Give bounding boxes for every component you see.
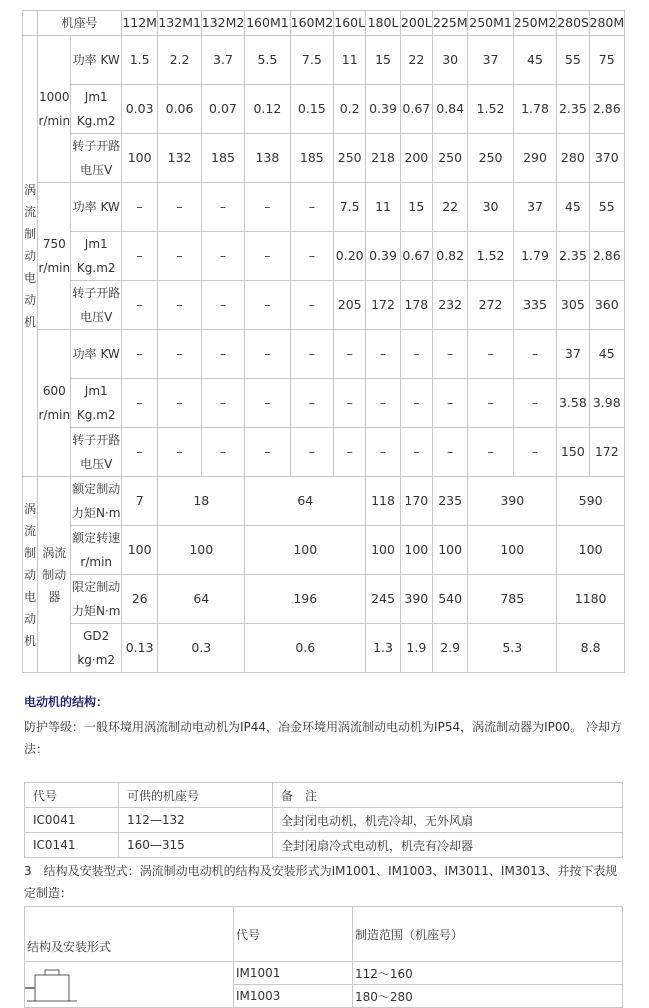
value-cell: 185 bbox=[201, 134, 244, 183]
value-cell: 540 bbox=[433, 575, 468, 624]
value-cell: 100 bbox=[400, 526, 432, 575]
value-cell: – bbox=[121, 183, 157, 232]
value-cell: – bbox=[513, 379, 556, 428]
value-cell: 37 bbox=[468, 36, 513, 85]
value-cell: 15 bbox=[400, 183, 432, 232]
param-label: 转子开路电压V bbox=[71, 428, 122, 477]
value-cell: 18 bbox=[158, 477, 245, 526]
protection-text: 防护等级：一般环境用涡流制动电动机为IP44，冶金环境用涡流制动电动机为IP54，涡流制动器为IP00。 冷却方法： bbox=[24, 720, 622, 756]
value-cell: 785 bbox=[468, 575, 557, 624]
frame-header: 200L bbox=[400, 11, 432, 36]
value-cell: – bbox=[334, 330, 366, 379]
value-cell: 360 bbox=[589, 281, 624, 330]
speed-label: 750 r/min bbox=[38, 183, 71, 330]
value-cell: 0.3 bbox=[158, 624, 245, 673]
value-cell: 8.8 bbox=[557, 624, 625, 673]
table-row bbox=[25, 833, 623, 858]
value-cell: – bbox=[400, 379, 432, 428]
frame-header: 132M1 bbox=[158, 11, 201, 36]
value-cell: 390 bbox=[468, 477, 557, 526]
value-cell: – bbox=[201, 330, 244, 379]
value-cell: 196 bbox=[245, 575, 366, 624]
param-label: Jm1 Kg.m2 bbox=[71, 232, 122, 281]
value-cell: – bbox=[334, 428, 366, 477]
frame-header: 160L bbox=[334, 11, 366, 36]
value-cell: – bbox=[121, 281, 157, 330]
motor-group-label: 涡流制动电动机 bbox=[23, 36, 38, 477]
value-cell: 280 bbox=[557, 134, 589, 183]
param-label: 限定制动力矩N·m bbox=[71, 575, 122, 624]
brake-inner-label: 涡流制动器 bbox=[38, 477, 71, 673]
value-cell: – bbox=[201, 232, 244, 281]
value-cell: – bbox=[158, 379, 201, 428]
value-cell: 64 bbox=[158, 575, 245, 624]
cooling-table bbox=[24, 782, 623, 858]
value-cell: – bbox=[334, 379, 366, 428]
value-cell: 150 bbox=[557, 428, 589, 477]
table-row bbox=[23, 526, 625, 575]
mounting-sketch-cell bbox=[25, 962, 234, 1008]
value-cell: 138 bbox=[245, 134, 290, 183]
mounting-cell: 112～160 bbox=[353, 962, 623, 985]
table-row bbox=[23, 232, 625, 281]
param-label: GD2 kg·m2 bbox=[71, 624, 122, 673]
value-cell: 232 bbox=[433, 281, 468, 330]
value-cell: 5.5 bbox=[245, 36, 290, 85]
cooling-header-frames: 可供的机座号 bbox=[119, 783, 273, 808]
value-cell: 590 bbox=[557, 477, 625, 526]
value-cell: 335 bbox=[513, 281, 556, 330]
value-cell: – bbox=[366, 330, 400, 379]
value-cell: 290 bbox=[513, 134, 556, 183]
value-cell: 1.52 bbox=[468, 85, 513, 134]
value-cell: 100 bbox=[433, 526, 468, 575]
value-cell: 0.67 bbox=[400, 85, 432, 134]
value-cell: 37 bbox=[513, 183, 556, 232]
value-cell: 0.13 bbox=[121, 624, 157, 673]
frame-header: 225M bbox=[433, 11, 468, 36]
value-cell: – bbox=[201, 281, 244, 330]
table-row bbox=[23, 428, 625, 477]
frame-header: 280M bbox=[589, 11, 624, 36]
value-cell: 0.39 bbox=[366, 232, 400, 281]
value-cell: 1.3 bbox=[366, 624, 400, 673]
speed-label: 600 r/min bbox=[38, 330, 71, 477]
table-row bbox=[23, 36, 625, 85]
value-cell: – bbox=[366, 379, 400, 428]
param-label: 功率 KW bbox=[71, 183, 122, 232]
param-label: Jm1 Kg.m2 bbox=[71, 379, 122, 428]
value-cell: 11 bbox=[366, 183, 400, 232]
frame-header-label: 机座号 bbox=[38, 11, 122, 36]
value-cell: 272 bbox=[468, 281, 513, 330]
cooling-cell: 160—315 bbox=[119, 833, 273, 858]
value-cell: 1.78 bbox=[513, 85, 556, 134]
value-cell: – bbox=[245, 428, 290, 477]
table-row bbox=[23, 379, 625, 428]
value-cell: 305 bbox=[557, 281, 589, 330]
table-row bbox=[23, 85, 625, 134]
table-row bbox=[23, 281, 625, 330]
value-cell: 100 bbox=[158, 526, 245, 575]
frame-header: 112M bbox=[121, 11, 157, 36]
mounting-cell: 180～280 bbox=[353, 985, 623, 1008]
value-cell: 22 bbox=[433, 183, 468, 232]
value-cell: 3.98 bbox=[589, 379, 624, 428]
value-cell: – bbox=[433, 330, 468, 379]
value-cell: 2.35 bbox=[557, 85, 589, 134]
value-cell: – bbox=[433, 379, 468, 428]
motor-sketch-icon bbox=[25, 967, 85, 1007]
value-cell: 1180 bbox=[557, 575, 625, 624]
corner-cell bbox=[23, 11, 38, 36]
mounting-cell: IM1003 bbox=[234, 985, 353, 1008]
value-cell: 100 bbox=[121, 526, 157, 575]
mounting-header-code: 代号 bbox=[234, 907, 353, 962]
frame-header: 250M1 bbox=[468, 11, 513, 36]
value-cell: 22 bbox=[400, 36, 432, 85]
cooling-cell: IC0141 bbox=[25, 833, 119, 858]
value-cell: 178 bbox=[400, 281, 432, 330]
value-cell: 200 bbox=[400, 134, 432, 183]
value-cell: – bbox=[400, 428, 432, 477]
mounting-header-row bbox=[25, 907, 623, 962]
value-cell: – bbox=[121, 330, 157, 379]
value-cell: 1.5 bbox=[121, 36, 157, 85]
value-cell: – bbox=[245, 232, 290, 281]
value-cell: 0.06 bbox=[158, 85, 201, 134]
value-cell: 64 bbox=[245, 477, 366, 526]
value-cell: 100 bbox=[366, 526, 400, 575]
value-cell: 45 bbox=[513, 36, 556, 85]
value-cell: – bbox=[158, 428, 201, 477]
value-cell: 100 bbox=[468, 526, 557, 575]
value-cell: 55 bbox=[589, 183, 624, 232]
value-cell: 3.58 bbox=[557, 379, 589, 428]
mounting-header-range: 制造范围（机座号） bbox=[353, 907, 623, 962]
value-cell: 15 bbox=[366, 36, 400, 85]
value-cell: 7 bbox=[121, 477, 157, 526]
value-cell: – bbox=[468, 379, 513, 428]
value-cell: – bbox=[513, 428, 556, 477]
value-cell: 7.5 bbox=[334, 183, 366, 232]
value-cell: – bbox=[468, 330, 513, 379]
mounting-table bbox=[24, 906, 623, 1008]
value-cell: – bbox=[245, 379, 290, 428]
value-cell: 0.20 bbox=[334, 232, 366, 281]
cooling-cell: 全封闭电动机，机壳冷却，无外风扇 bbox=[273, 808, 623, 833]
cooling-cell: 全封闭扇冷式电动机，机壳有冷却器 bbox=[273, 833, 623, 858]
value-cell: 26 bbox=[121, 575, 157, 624]
value-cell: 100 bbox=[121, 134, 157, 183]
cooling-cell: IC0041 bbox=[25, 808, 119, 833]
brake-outer-label: 涡流制动电动机 bbox=[23, 477, 38, 673]
value-cell: – bbox=[290, 183, 333, 232]
value-cell: 45 bbox=[557, 183, 589, 232]
value-cell: 390 bbox=[400, 575, 432, 624]
value-cell: 172 bbox=[589, 428, 624, 477]
speed-label: 1000 r/min bbox=[38, 36, 71, 183]
value-cell: 0.6 bbox=[245, 624, 366, 673]
value-cell: 0.12 bbox=[245, 85, 290, 134]
value-cell: 2.9 bbox=[433, 624, 468, 673]
frame-header: 132M2 bbox=[201, 11, 244, 36]
value-cell: 5.3 bbox=[468, 624, 557, 673]
value-cell: 0.67 bbox=[400, 232, 432, 281]
value-cell: – bbox=[158, 232, 201, 281]
value-cell: – bbox=[290, 232, 333, 281]
table-row bbox=[23, 183, 625, 232]
value-cell: – bbox=[201, 183, 244, 232]
value-cell: – bbox=[290, 281, 333, 330]
value-cell: 245 bbox=[366, 575, 400, 624]
cooling-cell: 112—132 bbox=[119, 808, 273, 833]
structure-heading: 电动机的结构： bbox=[24, 695, 109, 709]
spec-header-row bbox=[23, 11, 625, 36]
value-cell: – bbox=[158, 330, 201, 379]
frame-header: 250M2 bbox=[513, 11, 556, 36]
value-cell: 0.84 bbox=[433, 85, 468, 134]
value-cell: – bbox=[121, 232, 157, 281]
mounting-cell: IM1001 bbox=[234, 962, 353, 985]
value-cell: 205 bbox=[334, 281, 366, 330]
value-cell: 55 bbox=[557, 36, 589, 85]
value-cell: 30 bbox=[433, 36, 468, 85]
value-cell: 132 bbox=[158, 134, 201, 183]
frame-header: 160M2 bbox=[290, 11, 333, 36]
value-cell: – bbox=[158, 183, 201, 232]
param-label: 转子开路电压V bbox=[71, 134, 122, 183]
value-cell: 118 bbox=[366, 477, 400, 526]
table-row bbox=[25, 962, 623, 985]
cooling-header-code: 代号 bbox=[25, 783, 119, 808]
value-cell: 100 bbox=[557, 526, 625, 575]
param-label: Jm1 Kg.m2 bbox=[71, 85, 122, 134]
mounting-header-form: 结构及安装形式 bbox=[25, 907, 234, 962]
value-cell: – bbox=[245, 183, 290, 232]
value-cell: 1.52 bbox=[468, 232, 513, 281]
param-label: 功率 KW bbox=[71, 36, 122, 85]
param-label: 功率 KW bbox=[71, 330, 122, 379]
param-label: 额定转速r/min bbox=[71, 526, 122, 575]
value-cell: 218 bbox=[366, 134, 400, 183]
value-cell: – bbox=[290, 330, 333, 379]
value-cell: 75 bbox=[589, 36, 624, 85]
value-cell: – bbox=[245, 281, 290, 330]
value-cell: – bbox=[201, 428, 244, 477]
value-cell: – bbox=[290, 428, 333, 477]
value-cell: 370 bbox=[589, 134, 624, 183]
value-cell: 185 bbox=[290, 134, 333, 183]
value-cell: 170 bbox=[400, 477, 432, 526]
value-cell: 235 bbox=[433, 477, 468, 526]
value-cell: 2.2 bbox=[158, 36, 201, 85]
table-row bbox=[25, 808, 623, 833]
value-cell: – bbox=[201, 379, 244, 428]
value-cell: 11 bbox=[334, 36, 366, 85]
value-cell: 1.9 bbox=[400, 624, 432, 673]
value-cell: – bbox=[121, 379, 157, 428]
value-cell: 0.39 bbox=[366, 85, 400, 134]
value-cell: 45 bbox=[589, 330, 624, 379]
value-cell: 2.86 bbox=[589, 232, 624, 281]
value-cell: 0.07 bbox=[201, 85, 244, 134]
value-cell: 0.03 bbox=[121, 85, 157, 134]
value-cell: 1.79 bbox=[513, 232, 556, 281]
value-cell: 2.35 bbox=[557, 232, 589, 281]
value-cell: 0.82 bbox=[433, 232, 468, 281]
spec-table bbox=[22, 10, 625, 673]
value-cell: – bbox=[513, 330, 556, 379]
cooling-header-remarks: 备 注 bbox=[273, 783, 623, 808]
table-row bbox=[23, 134, 625, 183]
table-row bbox=[23, 575, 625, 624]
value-cell: – bbox=[468, 428, 513, 477]
value-cell: 172 bbox=[366, 281, 400, 330]
value-cell: 250 bbox=[334, 134, 366, 183]
frame-header: 180L bbox=[366, 11, 400, 36]
value-cell: 0.15 bbox=[290, 85, 333, 134]
value-cell: 100 bbox=[245, 526, 366, 575]
value-cell: 37 bbox=[557, 330, 589, 379]
table-row bbox=[23, 477, 625, 526]
mounting-text: 3 结构及安装型式：涡流制动电动机的结构及安装形式为IM1001、IM1003、IM3011、IM3013、并按下表规定制造： bbox=[24, 864, 618, 900]
value-cell: 7.5 bbox=[290, 36, 333, 85]
value-cell: – bbox=[366, 428, 400, 477]
param-label: 额定制动力矩N·m bbox=[71, 477, 122, 526]
value-cell: 250 bbox=[433, 134, 468, 183]
frame-header: 160M1 bbox=[245, 11, 290, 36]
value-cell: – bbox=[400, 330, 432, 379]
value-cell: 30 bbox=[468, 183, 513, 232]
value-cell: 2.86 bbox=[589, 85, 624, 134]
value-cell: – bbox=[245, 330, 290, 379]
value-cell: 3.7 bbox=[201, 36, 244, 85]
cooling-header-row bbox=[25, 783, 623, 808]
table-row bbox=[23, 624, 625, 673]
table-row bbox=[23, 330, 625, 379]
value-cell: – bbox=[433, 428, 468, 477]
value-cell: 0.2 bbox=[334, 85, 366, 134]
param-label: 转子开路电压V bbox=[71, 281, 122, 330]
value-cell: 250 bbox=[468, 134, 513, 183]
frame-header: 280S bbox=[557, 11, 589, 36]
value-cell: – bbox=[158, 281, 201, 330]
value-cell: – bbox=[290, 379, 333, 428]
value-cell: – bbox=[121, 428, 157, 477]
